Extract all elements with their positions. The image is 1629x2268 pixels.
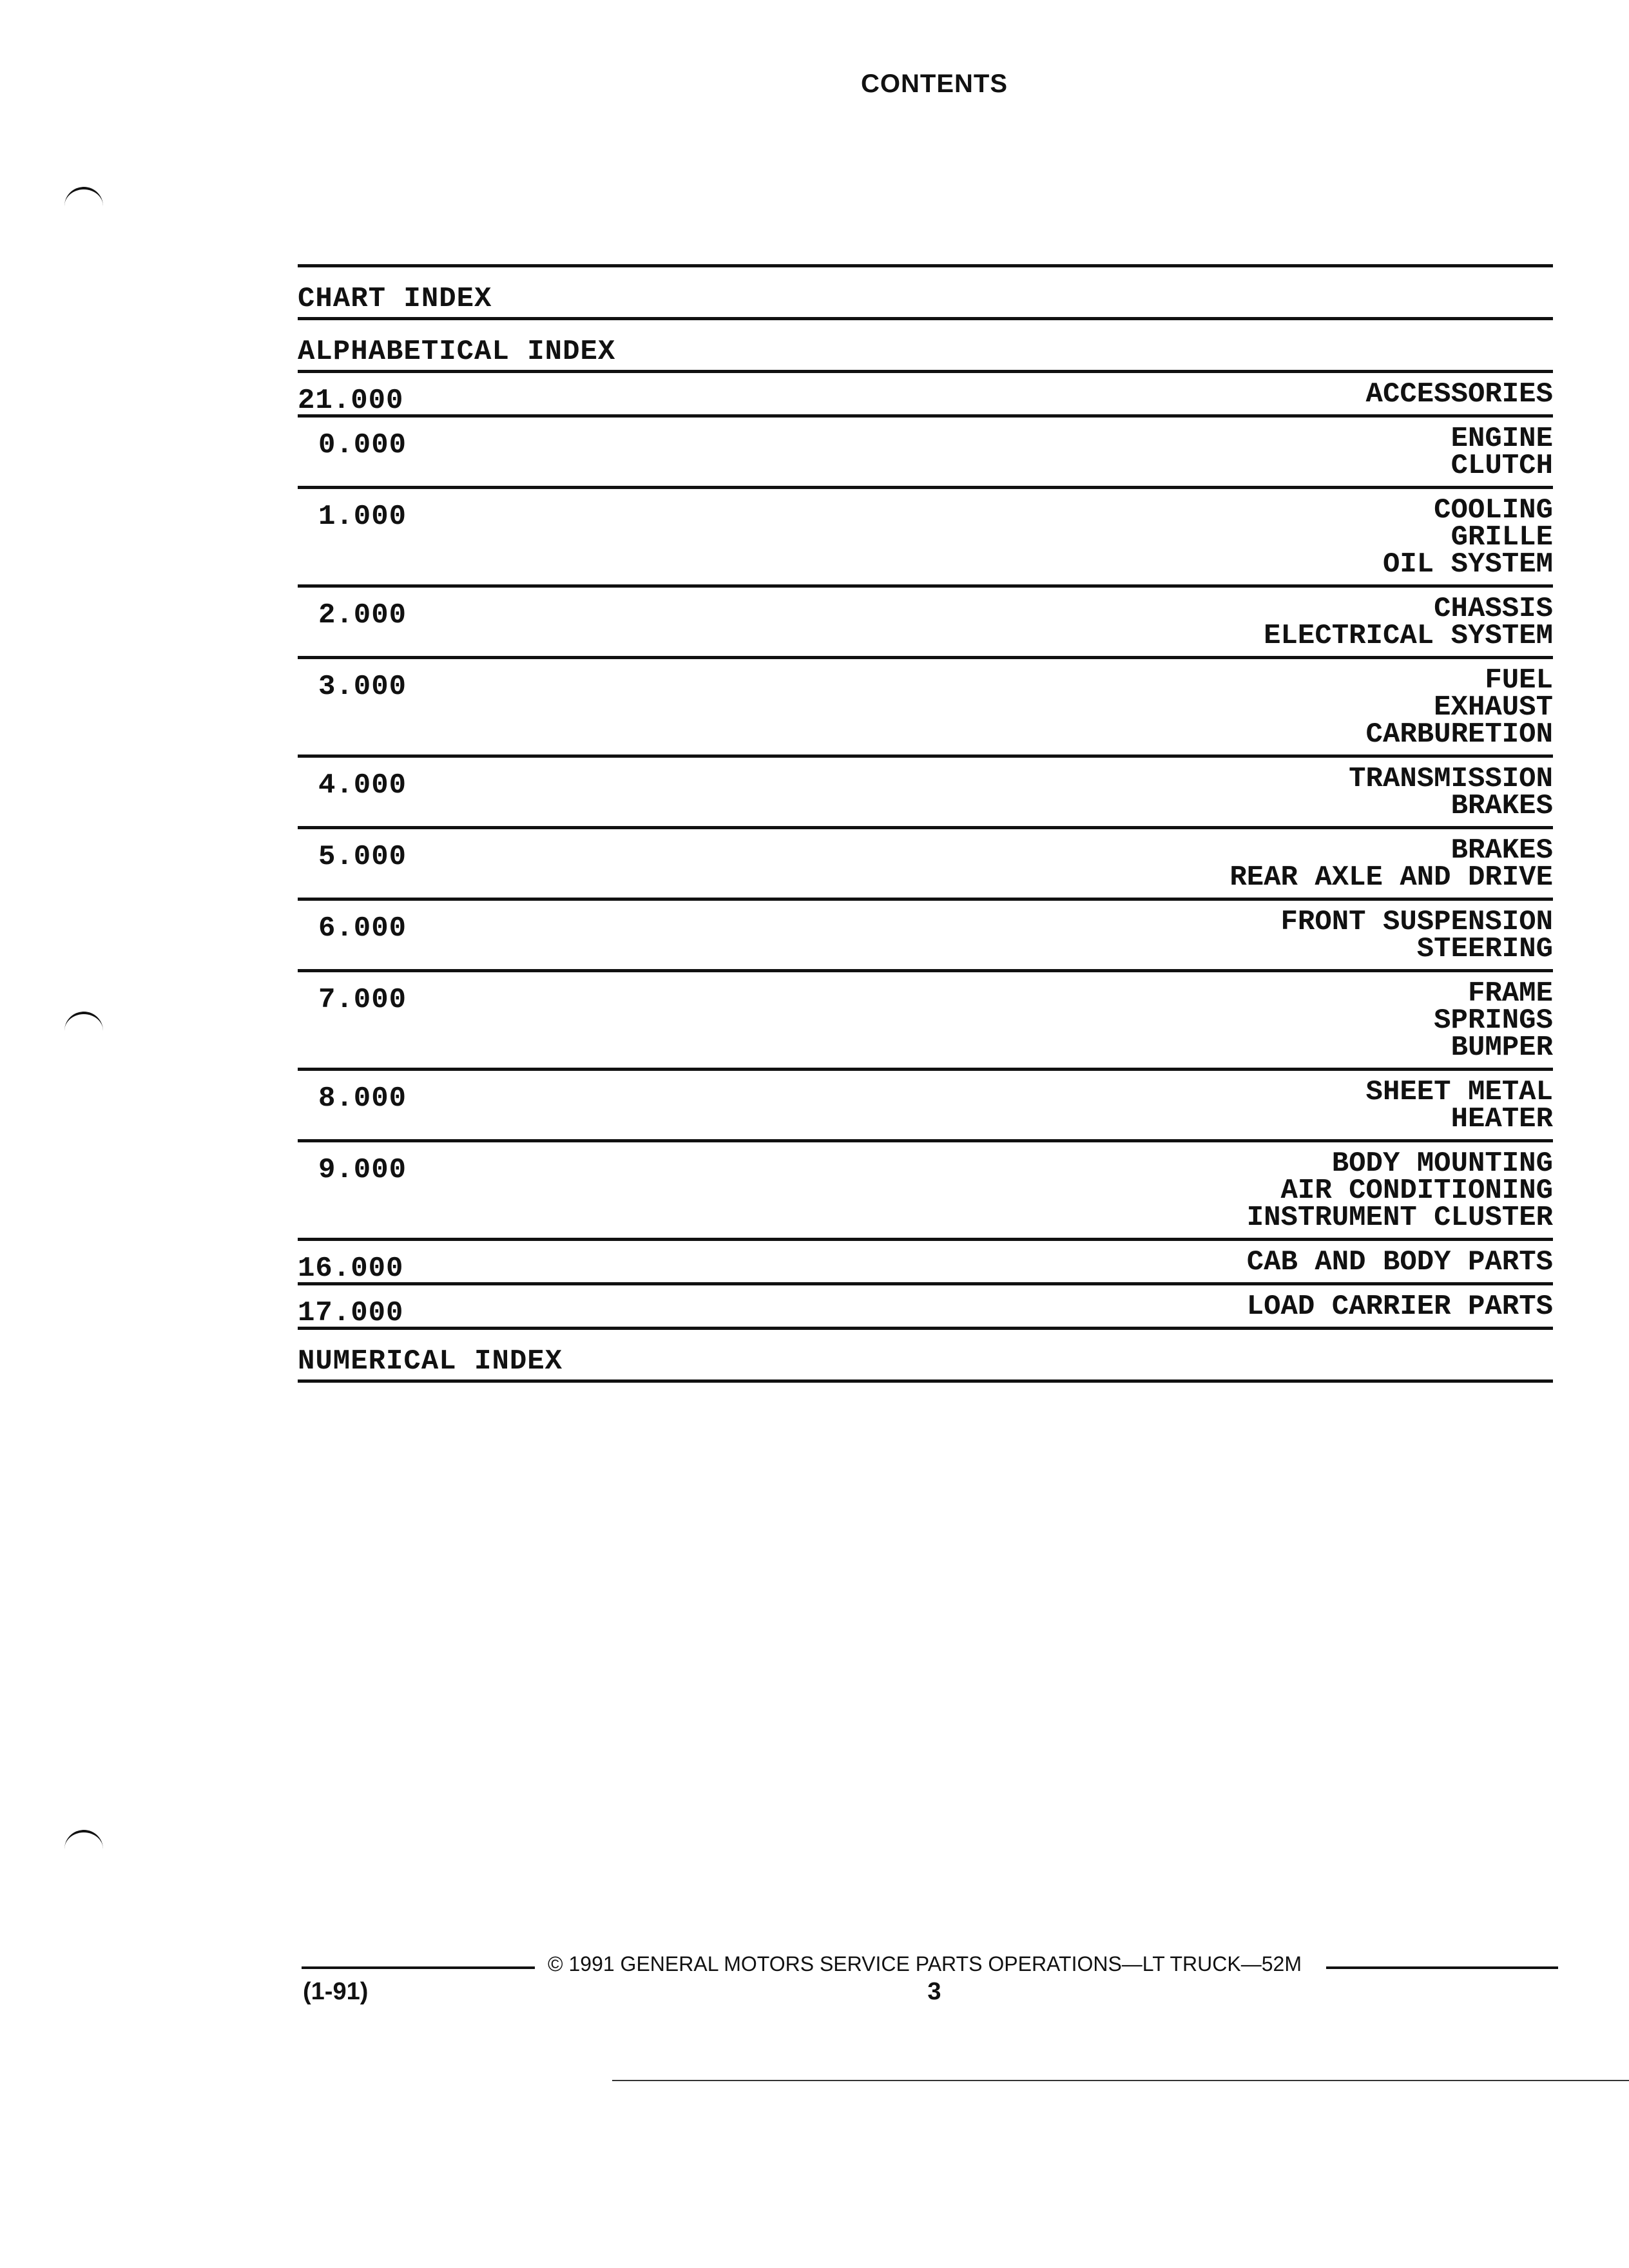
section-title: STEERING xyxy=(1416,933,1553,965)
section-title: INSTRUMENT CLUSTER xyxy=(1246,1202,1553,1234)
toc-row[interactable] xyxy=(298,418,1553,489)
bottom-rule xyxy=(612,2080,1629,2081)
section-titles xyxy=(555,901,1553,969)
section-title: ACCESSORIES xyxy=(1365,378,1553,410)
toc-row[interactable] xyxy=(298,659,1553,758)
section-number: 4.000 xyxy=(318,769,407,802)
section-number: 9.000 xyxy=(318,1154,407,1186)
section-title: BRAKES xyxy=(1451,790,1553,822)
toc-row[interactable] xyxy=(298,1071,1553,1142)
section-title: ENGINE xyxy=(1451,423,1553,455)
section-title: GRILLE xyxy=(1451,521,1553,553)
footer-rule-left xyxy=(302,1966,535,1969)
section-title: LOAD CARRIER PARTS xyxy=(1246,1291,1553,1323)
section-titles xyxy=(555,829,1553,898)
section-title: CLUTCH xyxy=(1451,450,1553,482)
section-titles xyxy=(555,972,1553,1068)
toc-row[interactable] xyxy=(298,1142,1553,1241)
toc-label: CHART INDEX xyxy=(298,283,492,315)
section-title: FRAME xyxy=(1467,977,1553,1010)
section-title: CAB AND BODY PARTS xyxy=(1246,1246,1553,1278)
toc-entries xyxy=(298,373,1553,1330)
section-title: BODY MOUNTING xyxy=(1331,1148,1553,1180)
section-title: BUMPER xyxy=(1451,1032,1553,1064)
section-titles xyxy=(555,1071,1553,1139)
toc-row[interactable] xyxy=(298,758,1553,829)
section-title: TRANSMISSION xyxy=(1349,763,1553,795)
toc-row-chart-index[interactable] xyxy=(298,267,1553,320)
footer-date-code: (1-91) xyxy=(303,1978,369,2005)
toc-row[interactable] xyxy=(298,588,1553,659)
binder-mark xyxy=(64,187,103,215)
section-titles xyxy=(555,588,1553,656)
section-number: 5.000 xyxy=(318,841,407,873)
toc-row[interactable] xyxy=(298,489,1553,588)
section-title: SHEET METAL xyxy=(1365,1076,1553,1108)
contents-table xyxy=(298,264,1553,1383)
toc-row[interactable] xyxy=(298,829,1553,901)
section-number: 8.000 xyxy=(318,1082,407,1115)
section-title: OIL SYSTEM xyxy=(1382,548,1553,581)
page-title: CONTENTS xyxy=(861,70,1008,98)
toc-row[interactable] xyxy=(298,1285,1553,1330)
section-titles xyxy=(555,1285,1553,1327)
section-title: COOLING xyxy=(1434,494,1553,526)
section-titles xyxy=(555,418,1553,486)
section-number: 21.000 xyxy=(298,385,404,417)
toc-row[interactable] xyxy=(298,972,1553,1071)
binder-mark xyxy=(64,1830,103,1858)
section-number: 6.000 xyxy=(318,912,407,945)
section-number: 1.000 xyxy=(318,501,407,533)
section-number: 3.000 xyxy=(318,671,407,703)
toc-row[interactable] xyxy=(298,1241,1553,1285)
toc-label: NUMERICAL INDEX xyxy=(298,1345,563,1378)
section-title: SPRINGS xyxy=(1434,1004,1553,1037)
section-title: HEATER xyxy=(1451,1103,1553,1135)
section-title: BRAKES xyxy=(1451,834,1553,867)
section-title: REAR AXLE AND DRIVE xyxy=(1229,861,1553,894)
section-titles xyxy=(555,489,1553,584)
footer-rule-right xyxy=(1326,1966,1558,1969)
section-title: FRONT SUSPENSION xyxy=(1280,906,1553,938)
section-title: FUEL xyxy=(1485,664,1553,697)
toc-row-alphabetical-index[interactable] xyxy=(298,320,1553,373)
section-titles xyxy=(555,1241,1553,1282)
toc-row-numerical-index[interactable] xyxy=(298,1330,1553,1383)
page-number: 3 xyxy=(927,1978,941,2005)
section-number: 16.000 xyxy=(298,1253,404,1285)
toc-label: ALPHABETICAL INDEX xyxy=(298,336,616,368)
section-titles xyxy=(555,758,1553,826)
section-title: EXHAUST xyxy=(1434,691,1553,724)
toc-row[interactable] xyxy=(298,373,1553,418)
section-number: 0.000 xyxy=(318,429,407,461)
footer-copyright: © 1991 GENERAL MOTORS SERVICE PARTS OPERATIONS—LT TRUCK—52M xyxy=(548,1952,1302,1975)
section-title: CHASSIS xyxy=(1434,593,1553,625)
section-number: 7.000 xyxy=(318,984,407,1016)
section-number: 17.000 xyxy=(298,1297,404,1329)
section-title: ELECTRICAL SYSTEM xyxy=(1264,620,1553,652)
binder-mark xyxy=(64,1012,103,1040)
section-titles xyxy=(555,659,1553,754)
toc-row[interactable] xyxy=(298,901,1553,972)
section-number: 2.000 xyxy=(318,599,407,631)
section-title: AIR CONDITIONING xyxy=(1280,1175,1553,1207)
section-titles xyxy=(555,373,1553,414)
section-titles xyxy=(555,1142,1553,1238)
section-title: CARBURETION xyxy=(1365,718,1553,751)
